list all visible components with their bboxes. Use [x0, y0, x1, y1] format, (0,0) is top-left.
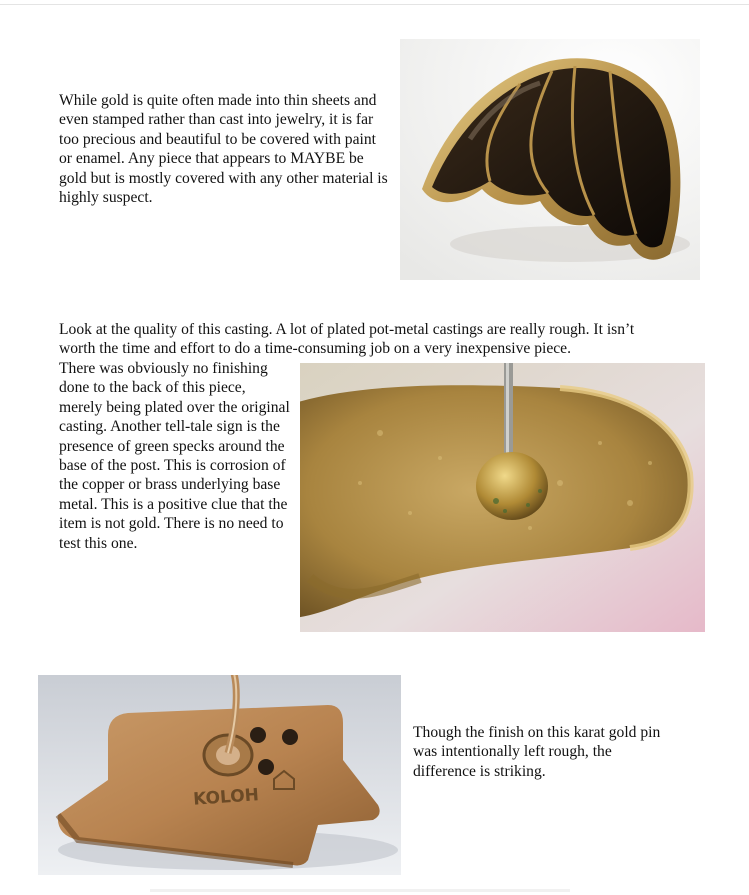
karat-gold-pin-photo	[38, 675, 401, 875]
karat-stamp-text: KOLOH	[192, 785, 260, 810]
top-divider	[0, 4, 749, 5]
enamel-paragraph: While gold is quite often made into thin sheets and even stamped rather than cast into jewelry, it is far too precious and beautiful to be covered with paint or enamel. Any piece that appears to MAYBE be gold but is mostly covered with any other material is highly suspect.	[59, 92, 388, 207]
enamel-wing-pin-photo	[400, 39, 700, 280]
casting-intro-paragraph: Look at the quality of this casting. A lot of plated pot-metal castings are really rough. It isn’t worth the time and effort to do a time-consuming job on a very inexpensive piece.	[59, 321, 635, 358]
bottom-divider	[150, 889, 570, 892]
karat-paragraph: Though the finish on this karat gold pin was intentionally left rough, the difference is striking.	[413, 724, 661, 780]
casting-paragraph: There was obviously no finishing done to the back of this piece, merely being plated over the original casting. Another tell-tale sign is the presence of green specks around the base of the post. This is corrosion of the copper or brass underlying base metal. This is a positive clue that the item is not gold. There is no need to test this one.	[59, 360, 290, 552]
rough-casting-back-photo	[300, 363, 705, 632]
